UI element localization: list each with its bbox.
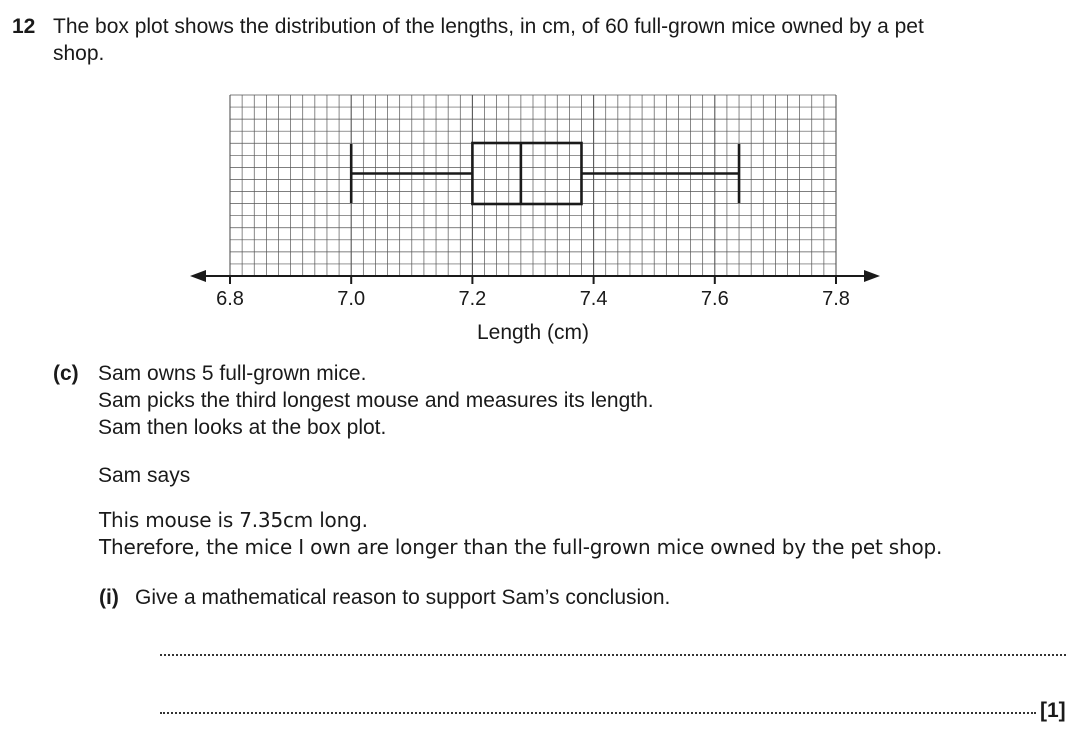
marks-label: [1] <box>1040 699 1066 722</box>
part-i-label: (i) <box>99 586 119 609</box>
x-tick-label: 7.2 <box>458 288 487 310</box>
x-axis-label: Length (cm) <box>476 321 590 344</box>
part-i-text: Give a mathematical reason to support Sam’s conclusion. <box>135 586 671 609</box>
sam-quote-line2: Therefore, the mice I own are longer than the full-grown mice owned by the pet shop. <box>99 535 943 559</box>
axis-arrow-left <box>190 270 206 282</box>
grid <box>230 95 836 276</box>
question-number: 12 <box>12 15 36 38</box>
x-tick-label: 7.0 <box>337 288 366 310</box>
x-tick-label: 7.6 <box>700 288 729 310</box>
box-plot-chart <box>0 0 1085 360</box>
x-axis-ticks <box>216 276 850 310</box>
answer-line-2[interactable] <box>160 712 1036 714</box>
answer-line-1[interactable] <box>160 654 1066 656</box>
sam-says: Sam says <box>98 464 191 487</box>
sam-quote-line1: This mouse is 7.35cm long. <box>99 508 368 532</box>
box-iqr <box>472 143 581 204</box>
question-intro-line1: The box plot shows the distribution of the lengths, in cm, of 60 full-grown mice owned by a pet <box>53 15 924 38</box>
x-tick-label: 7.4 <box>579 288 608 310</box>
question-intro-line2: shop. <box>53 42 105 65</box>
part-c-line2: Sam picks the third longest mouse and measures its length. <box>98 389 654 412</box>
part-c-line3: Sam then looks at the box plot. <box>98 416 387 439</box>
x-axis <box>190 270 880 282</box>
x-tick-label: 6.8 <box>216 288 244 310</box>
x-tick-label: 7.8 <box>822 288 850 310</box>
part-c-label: (c) <box>53 362 79 385</box>
part-c-line1: Sam owns 5 full-grown mice. <box>98 362 367 385</box>
axis-arrow-right <box>864 270 880 282</box>
